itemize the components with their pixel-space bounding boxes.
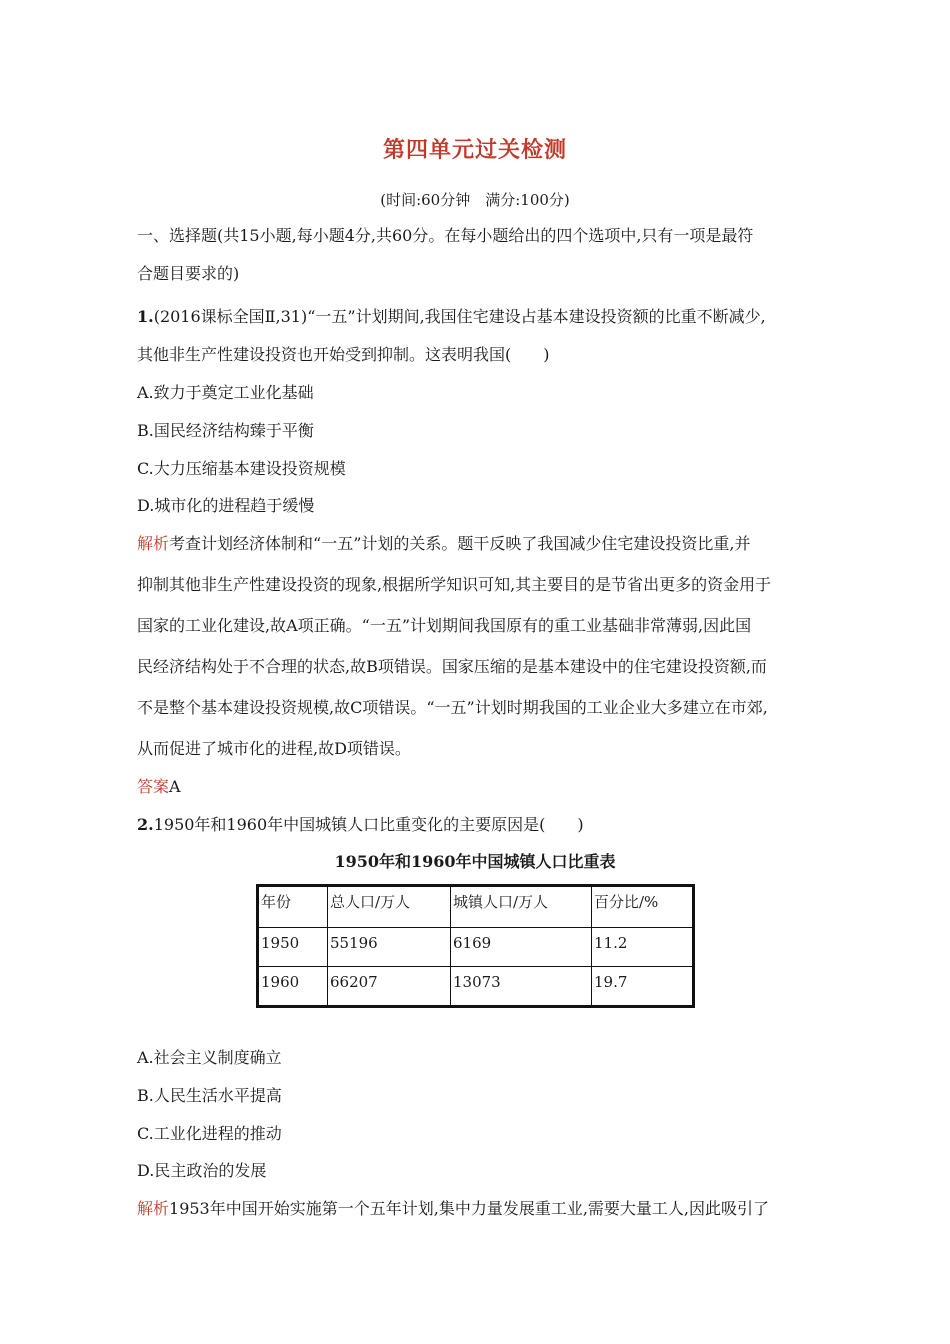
question-1-answer [137, 777, 181, 797]
analysis-label: 解析 [137, 534, 170, 553]
question-1-analysis-line3: 国家的工业化建设,故A项正确。“一五”计划期间我国原有的重工业基础非常薄弱,因此国 [137, 616, 752, 635]
question-2-option-d: D.民主政治的发展 [137, 1161, 267, 1180]
question-1-analysis-line2: 抑制其他非生产性建设投资的现象,根据所学知识可知,其主要目的是节省出更多的资金用于 [137, 575, 772, 594]
question-1-analysis-line4: 民经济结构处于不合理的状态,故B项错误。国家压缩的是基本建设中的住宅建设投资额,而 [137, 657, 767, 676]
analysis-text: 1953年中国开始实施第一个五年计划,集中力量发展重工业,需要大量工人,因此吸引了 [169, 1199, 769, 1218]
question-1-analysis-line1 [137, 534, 750, 554]
answer-label: 答案 [137, 777, 170, 796]
table-cell: 13073 [451, 967, 592, 1007]
section-instructions-line1: 一、选择题(共15小题,每小题4分,共60分。在每小题给出的四个选项中,只有一项是最符 [137, 226, 754, 245]
question-1-option-a: A.致力于奠定工业化基础 [137, 383, 314, 402]
question-2-option-c: C.工业化进程的推动 [137, 1124, 282, 1143]
table-header-cell: 百分比/% [592, 886, 694, 928]
question-2-analysis-line1 [137, 1199, 769, 1219]
table-row [258, 928, 694, 967]
question-1-option-c: C.大力压缩基本建设投资规模 [137, 459, 346, 478]
table-header-row [258, 886, 694, 928]
section-instructions-line2: 合题目要求的) [137, 264, 240, 283]
question-2-number: 2. [137, 815, 154, 834]
page-title: 第四单元过关检测 [382, 137, 567, 163]
question-1-stem-line1 [137, 307, 766, 327]
table-title: 1950年和1960年中国城镇人口比重表 [334, 852, 616, 871]
question-1-option-d: D.城市化的进程趋于缓慢 [137, 496, 315, 515]
question-1-analysis-line6: 从而促进了城市化的进程,故D项错误。 [137, 739, 411, 758]
table-row [258, 967, 694, 1007]
table-header-cell: 城镇人口/万人 [451, 886, 592, 928]
question-2-option-a: A.社会主义制度确立 [137, 1048, 282, 1067]
analysis-label: 解析 [137, 1199, 170, 1218]
question-1-number: 1. [137, 307, 154, 326]
population-table [256, 884, 695, 1008]
table-cell: 55196 [328, 928, 451, 967]
question-1-stem-line2: 其他非生产性建设投资也开始受到抑制。这表明我国( ) [137, 345, 550, 364]
analysis-text: 考查计划经济体制和“一五”计划的关系。题干反映了我国减少住宅建设投资比重,并 [169, 534, 751, 553]
question-1-option-b: B.国民经济结构臻于平衡 [137, 421, 314, 440]
table-cell: 1960 [258, 967, 328, 1007]
table-cell: 11.2 [592, 928, 694, 967]
table-header-cell: 总人口/万人 [328, 886, 451, 928]
table-cell: 66207 [328, 967, 451, 1007]
exam-info: (时间:60分钟 满分:100分) [380, 191, 570, 209]
question-2-stem [137, 815, 584, 835]
table-header-cell: 年份 [258, 886, 328, 928]
question-1-stem-text: (2016课标全国Ⅱ,31)“一五”计划期间,我国住宅建设占基本建设投资额的比重不断减少, [153, 307, 766, 326]
question-2-stem-text: 1950年和1960年中国城镇人口比重变化的主要原因是( ) [153, 815, 584, 834]
table-cell: 19.7 [592, 967, 694, 1007]
table-cell: 6169 [451, 928, 592, 967]
table-cell: 1950 [258, 928, 328, 967]
question-1-analysis-line5: 不是整个基本建设投资规模,故C项错误。“一五”计划时期我国的工业企业大多建立在市郊, [137, 698, 768, 717]
question-2-option-b: B.人民生活水平提高 [137, 1086, 282, 1105]
answer-value: A [169, 777, 181, 796]
